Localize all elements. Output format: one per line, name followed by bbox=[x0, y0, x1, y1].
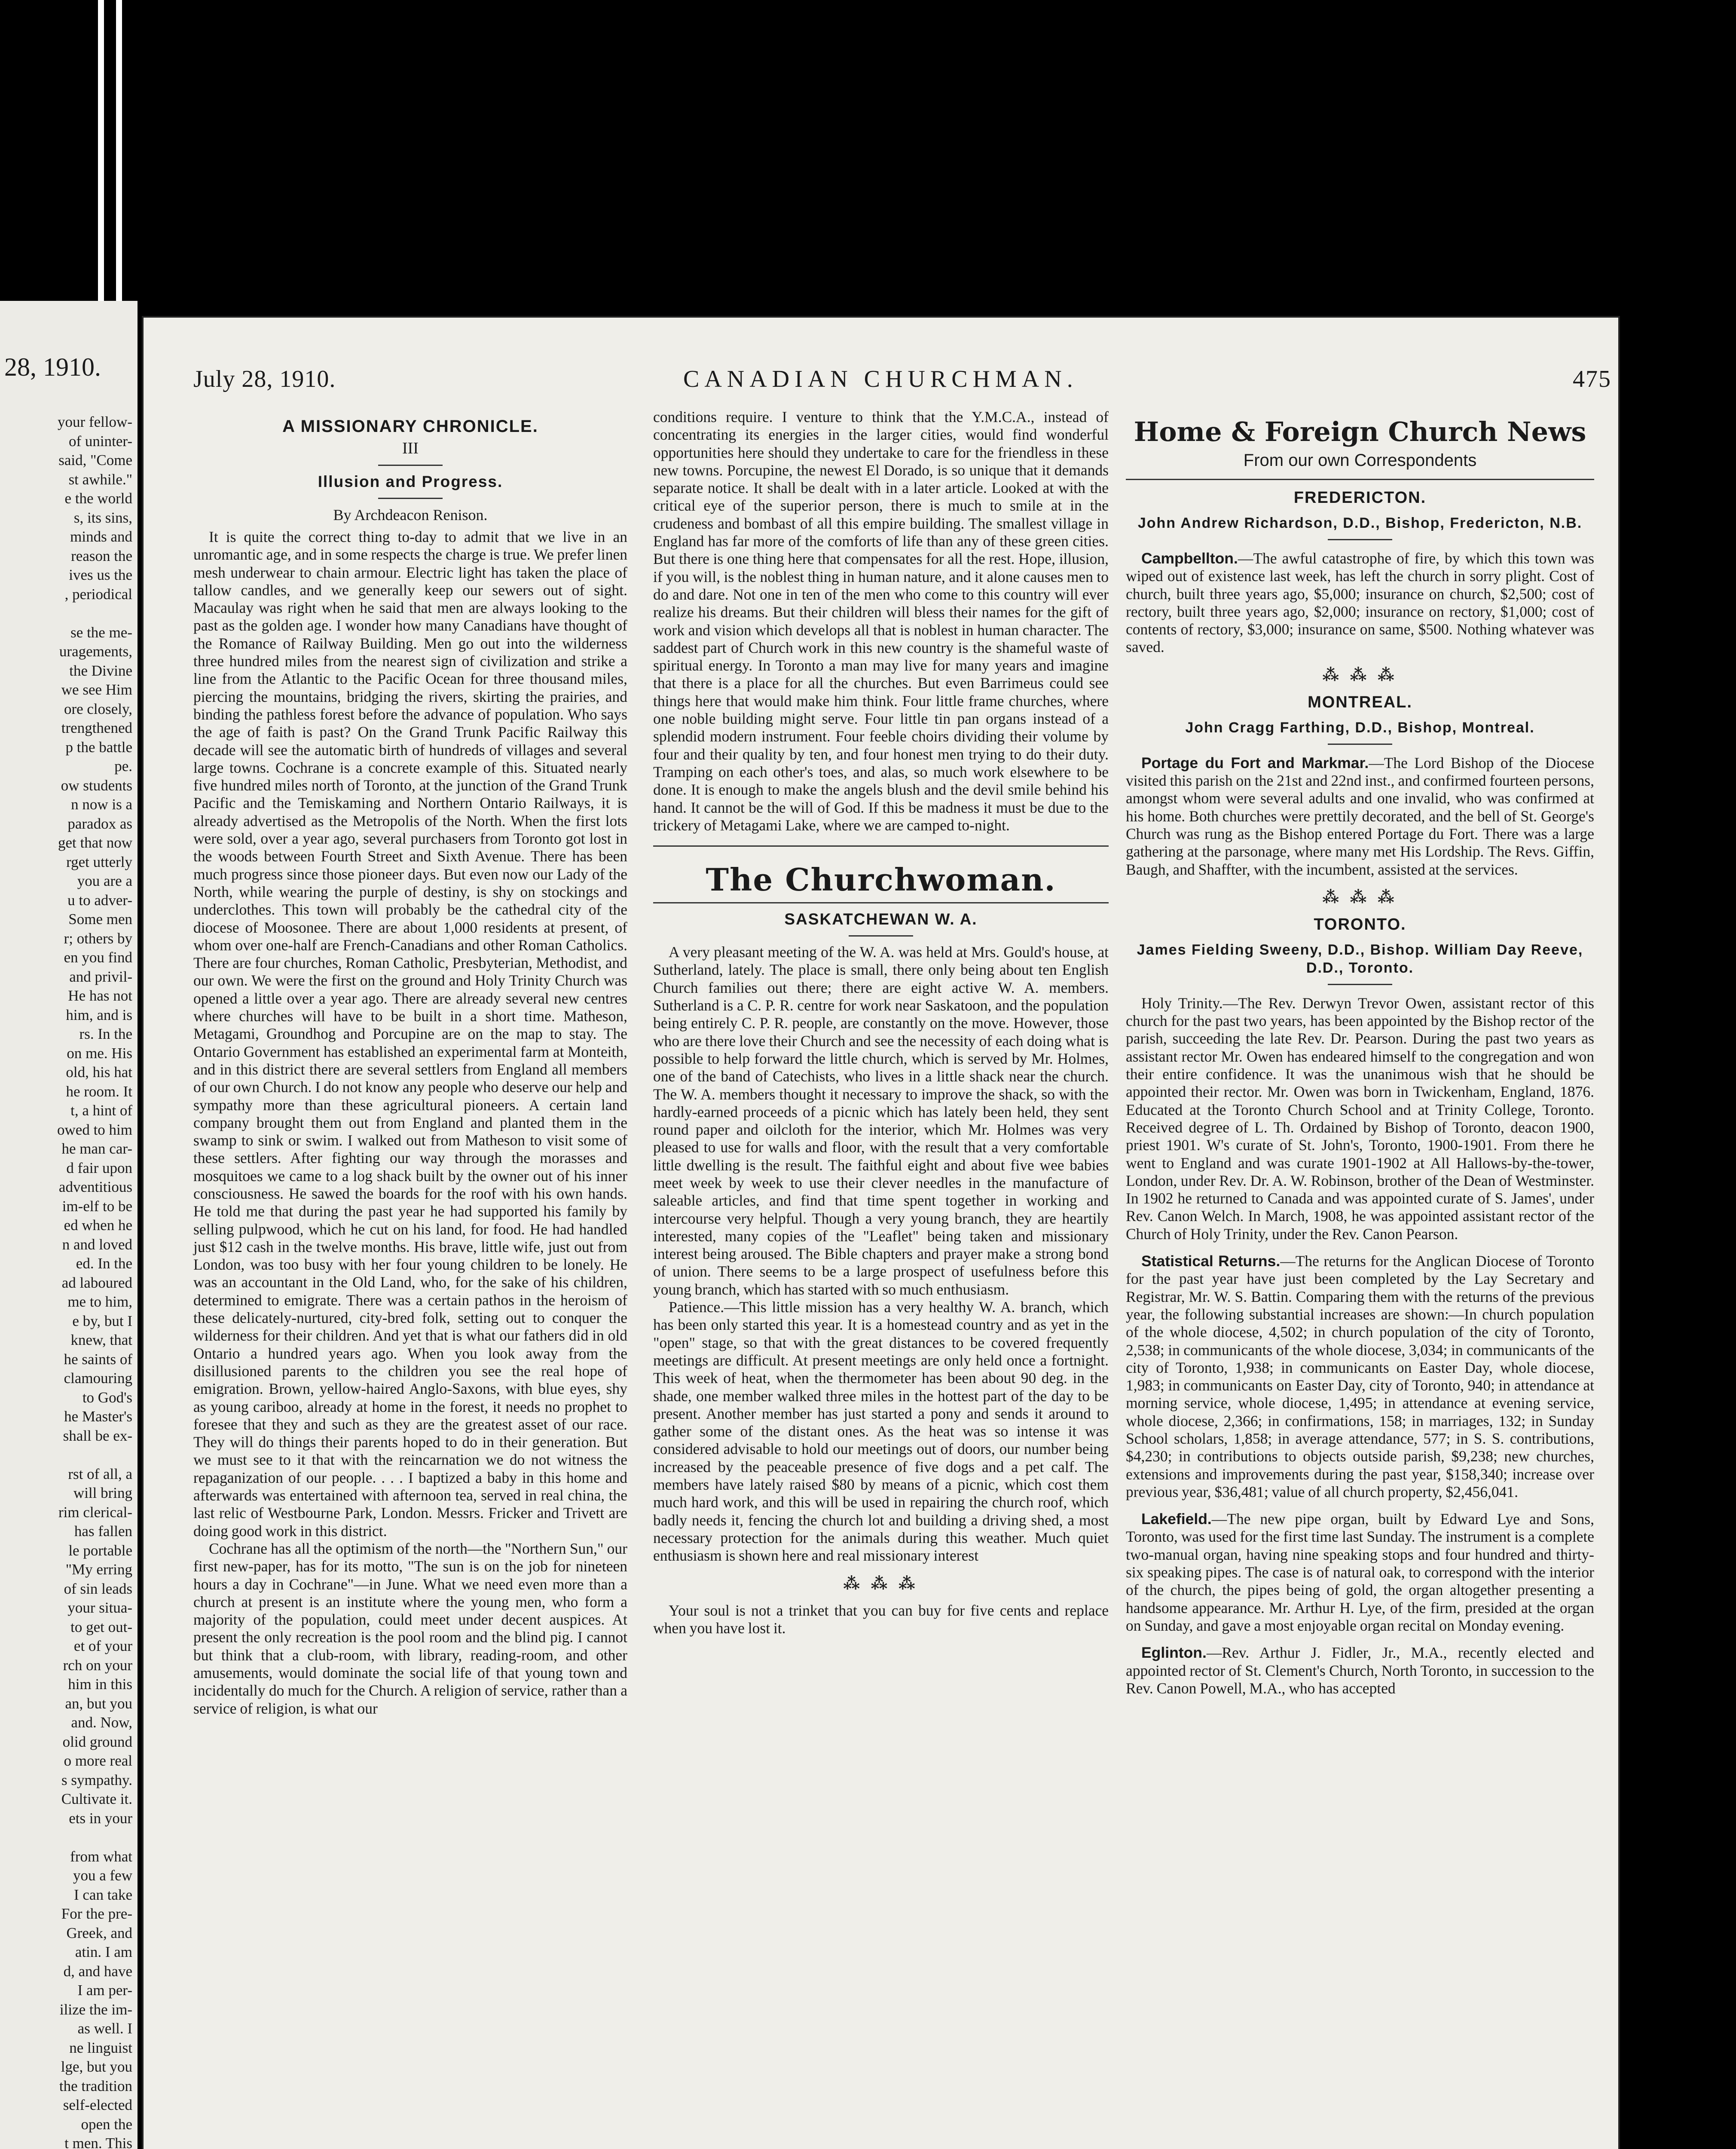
section-separator: ⁂ ⁂ ⁂ bbox=[1322, 666, 1398, 684]
column-church-news bbox=[1126, 408, 1594, 1697]
paragraph: A very pleasant meeting of the W. A. was held at Mrs. Gould's house, at Sutherland, lately. The place is small, there only being about ten English Church families out there; there are eight active W. A. members. Sutherland is a C. P. R. centre for work near Saskatoon, and the population being entirely C. P. R. people, are constantly on the move. However, those who are there love their Church and see the necessity of each doing what is possible to help forward the little church, which is served by Mr. Holmes, one of the band of Catechists, who lives in a little shack near the church. The W. A. members thought it necessary to improve the shack, so with the hardly-earned proceeds of a picnic which has lately been held, they sent round paper and oilcloth for the interior, which Mr. Holmes was very pleased to use for walls and floor, with the result that a very comfortable little dwelling is the result. The faithful eight and about five wee babies meet week by week to use their clever needles in the manufacture of saleable articles, and find that time spent together in working and intercourse very helpful. Though a very young branch, they are heartily interested, many copies of the "Leaflet" being taken and missionary interest being aroused. The Bible chapters and prayer make a strong bond of union. There seems to be a large prospect of usefulness before this young branch, which has started with so much enthusiasm. bbox=[653, 943, 1109, 1298]
previous-page-line: uragements, bbox=[59, 643, 132, 660]
diocese-heading-toronto: TORONTO. bbox=[1314, 915, 1406, 934]
bishop-name: James Fielding Sweeny, D.D., Bishop. William Day Reeve, D.D., Toronto. bbox=[1137, 941, 1583, 976]
previous-page-line: you are a bbox=[77, 872, 132, 889]
previous-page-line: ed when he bbox=[64, 1217, 132, 1234]
article-heading: A MISSIONARY CHRONICLE. bbox=[282, 417, 538, 436]
bishop-name: John Andrew Richardson, D.D., Bishop, Fredericton, N.B. bbox=[1137, 515, 1583, 531]
divider bbox=[378, 498, 443, 499]
paragraph: Your soul is not a trinket that you can buy for five cents and replace when you have lost it. bbox=[653, 1601, 1109, 1637]
divider bbox=[378, 465, 443, 466]
previous-page-line: he Master's bbox=[64, 1408, 132, 1425]
previous-page-line: self-elected bbox=[63, 2097, 132, 2113]
previous-page-line: rget utterly bbox=[66, 853, 132, 870]
previous-page-line: you a few bbox=[73, 1867, 132, 1884]
previous-page-line: d fair upon bbox=[66, 1159, 132, 1176]
publication-title: CANADIAN CHURCHMAN. bbox=[683, 366, 1078, 392]
divider bbox=[1328, 744, 1392, 745]
previous-page-line: I can take bbox=[73, 1886, 132, 1903]
previous-page-line: Greek, and bbox=[66, 1924, 132, 1941]
previous-page-line: n and loved bbox=[62, 1236, 132, 1253]
item-text: —The Lord Bishop of the Diocese visited this parish on the 21st and 22nd inst., and confirmed fourteen persons, amongst whom were several adults and one invalid, who was confirmed at his home. Both churches were prettily decorated, and the bell of St. George's Church was rung as the Bishop entered Portage du Fort. There was a large gathering at the parsonage, where many met His Lordship. The Revs. Giffin, Baugh, and Shaffter, with the incumbent, assisted at the services. bbox=[1126, 754, 1594, 878]
previous-page-line: r; others by bbox=[64, 930, 132, 947]
previous-page-line: n now is a bbox=[71, 796, 132, 813]
previous-page-line: he room. It bbox=[66, 1083, 132, 1100]
previous-page-line: lge, but you bbox=[61, 2058, 132, 2075]
section-separator: ⁂ ⁂ ⁂ bbox=[1322, 888, 1398, 906]
previous-page-line: knew, that bbox=[70, 1332, 132, 1348]
closing-note bbox=[653, 1602, 1109, 1638]
previous-page-line: en you find bbox=[64, 949, 132, 966]
previous-page-line bbox=[3, 1828, 132, 1847]
news-item bbox=[1126, 1510, 1594, 1635]
previous-page-line: minds and bbox=[70, 528, 132, 545]
bishop-name: John Cragg Farthing, D.D., Bishop, Montreal. bbox=[1185, 719, 1535, 736]
issue-date: July 28, 1910. bbox=[193, 366, 336, 392]
column-churchwoman bbox=[653, 408, 1109, 1637]
previous-page-line bbox=[3, 604, 132, 623]
previous-page-line: him in this bbox=[68, 1676, 132, 1693]
previous-page-line: an, but you bbox=[65, 1695, 132, 1712]
previous-page-line: trengthened bbox=[61, 719, 132, 736]
previous-page-line: rim clerical- bbox=[58, 1503, 132, 1521]
item-text: —The returns for the Anglican Diocese of Toronto for the past year have just been completed by the Lay Secretary and Registrar, Mr. W. S. Battin. Comparing them with the returns of the previous year, the following substantial increases are shown:—In church population of the whole diocese, 4,502; in church population of the city of Toronto, 2,538; in communicants of the whole diocese, 3,034; in communicants of the city of Toronto, 1,938; in communicants on Easter Day, whole diocese, 1,983; in communicants on Easter Day, city of Toronto, 940; in attendance at morning service, whole diocese, 1,495; in attendance at evening service, whole diocese, 2,366; in confirmations, 158; in marriages, 132; in Sunday School scholars, 1,858; in average attendance, 577; in S. S. contributions, $4,230; in contributions to objects outside parish, $9,238; new churches, extensions and improvements during the past year, $158,340; increase over previous year, $36,481; value of all church property, $2,456,041. bbox=[1126, 1252, 1594, 1500]
section-title: Home & Foreign Church News bbox=[1134, 416, 1586, 447]
previous-page-line: ne linguist bbox=[69, 2039, 132, 2056]
previous-page-line: e the world bbox=[64, 490, 132, 507]
column-missionary-chronicle bbox=[193, 408, 627, 1717]
previous-page-line: said, "Come bbox=[58, 452, 132, 468]
previous-page-line: rs. In the bbox=[79, 1026, 132, 1042]
previous-page-line: ow students bbox=[61, 777, 132, 794]
previous-page-line: as well. I bbox=[77, 2020, 132, 2037]
item-text: —The new pipe organ, built by Edward Lye and Sons, Toronto, was used for the first time last Sunday. The instrument is a complete two-manual organ, having nine speaking stops and four hundred and thirty-six speaking pipes. The case is of natural oak, to correspond with the interior of the church, the pipes being of gold, the organ altogether presenting a handsome appearance. Mr. Arthur H. Lye, of the firm, presided at the organ on Sunday, and gave a most enjoyable organ recital on Monday evening. bbox=[1126, 1510, 1594, 1634]
previous-page-line: t men. This bbox=[64, 2135, 132, 2149]
previous-page-line: se the me- bbox=[70, 624, 132, 641]
previous-page-line: , periodical bbox=[64, 585, 132, 603]
previous-page-line: atin. I am bbox=[75, 1944, 132, 1960]
news-item bbox=[1126, 995, 1594, 1243]
diocese-heading-montreal: MONTREAL. bbox=[1308, 693, 1412, 711]
previous-page-line: ore closely, bbox=[64, 700, 132, 717]
previous-page-line: from what bbox=[70, 1848, 132, 1865]
item-lead: Lakefield. bbox=[1141, 1510, 1212, 1528]
previous-page-line: d, and have bbox=[63, 1962, 132, 1980]
previous-page-line: and privil- bbox=[69, 968, 132, 985]
previous-page-line: ad laboured bbox=[61, 1274, 132, 1291]
previous-page-line: t, a hint of bbox=[70, 1102, 132, 1119]
previous-page-line: o more real bbox=[64, 1752, 132, 1769]
paragraph: Cochrane has all the optimism of the north—the "Northern Sun," our first new-paper, has for its motto, "The sun is on the job for nineteen hours a day in Cochrane"—in June. What we need even more than a church at present is an institute where the young men, who form a majority of the population, could meet under decent auspices. At present the only recreation is the pool room and the blind pig. I cannot but think that a club-room, with library, reading-room, and other amusements, would dominate the social life of that young town and incidentally do much for the Church. A religion of service, rather than a service of religion, is what our bbox=[193, 1540, 627, 1717]
paragraph: Patience.—This little mission has a very healthy W. A. branch, which has been only started this year. It is a homestead country and as yet in the "open" stage, so that with the great distances to be covered frequently meetings are difficult. At present meetings are only held once a fortnight. This week of heat, when the thermometer has been about 90 deg. in the shade, one member walked three miles in the hottest part of the day to be present. Another member has just started a pony and sends it around to gather some of the distant ones. As the heat was so intense it was considered advisable to hold our meetings out of doors, our number being increased by the peaceable presence of five dogs and a pet calf. The members have lately raised $80 by means of a picnic, which cost them much hard work, and this will be used in repairing the church roof, which badly needs it, fencing the church lot and building a driving shed, a most necessary protection for the animals during this weather. Much quiet enthusiasm is shown here and real missionary interest bbox=[653, 1298, 1109, 1564]
article-numeral: III bbox=[402, 439, 419, 457]
newspaper-page bbox=[142, 316, 1620, 2149]
previous-page-line: Cultivate it. bbox=[61, 1791, 132, 1807]
previous-page-line: pe. bbox=[114, 758, 132, 774]
divider bbox=[849, 935, 913, 937]
item-text: —Rev. Arthur J. Fidler, Jr., M.A., recently elected and appointed rector of St. Clement's Church, North Toronto, in succession to the Rev. Canon Powell, M.A., who has accepted bbox=[1126, 1644, 1594, 1697]
previous-page-line: For the pre- bbox=[61, 1905, 132, 1922]
previous-page-line: olid ground bbox=[62, 1733, 132, 1750]
section-title: The Churchwoman. bbox=[706, 861, 1056, 898]
article-continuation bbox=[653, 408, 1109, 834]
previous-page-edge bbox=[0, 301, 138, 2149]
previous-page-line: me to him, bbox=[67, 1293, 132, 1310]
previous-page-line: ets in your bbox=[69, 1809, 132, 1827]
previous-page-line: your situa- bbox=[67, 1599, 132, 1616]
divider bbox=[1328, 984, 1392, 985]
previous-page-line: Some men bbox=[68, 911, 132, 928]
previous-page-line: him, and is bbox=[66, 1006, 132, 1023]
previous-page-line: of sin leads bbox=[64, 1580, 132, 1597]
previous-page-line: the Divine bbox=[69, 662, 132, 679]
previous-page-line: rst of all, a bbox=[68, 1465, 132, 1482]
previous-page-line: im-elf to be bbox=[62, 1197, 132, 1215]
section-subheading: SASKATCHEWAN W. A. bbox=[784, 910, 978, 928]
paragraph: It is quite the correct thing to-day to admit that we live in an unromantic age, and in some respects the charge is true. We prefer linen mesh underwear to chain armour. Electric light has taken the place of tallow candles, and we generally keep our sewers out of sight. Macaulay was right when he said that men are always looking to the past as the golden age. I wonder how many Canadians have thought of the Romance of Railway Building. Men go out into the wilderness three hundred miles from the nearest sign of civilization and strike a line from the Atlantic to the Pacific Ocean for three thousand miles, piercing the mountains, bridging the rivers, skirting the prairies, and binding the pathless forest before the advance of population. Who says the age of faith is past? On the Grand Trunk Pacific Railway this decade will see the automatic birth of hundreds of villages and several large towns. Cochrane is a concrete example of this. Situated nearly five hundred miles north of Toronto, at the junction of the Grand Trunk Pacific and the Temiskaming and Northern Ontario Railways, it is already advertised as the Metropolis of the North. When the first lots were sold, over a year ago, several purchasers from Toronto got lost in the woods between Fourth Street and Sixth Avenue. There has been much progress since those pioneer days. But even now our Lady of the North, while wearing the purple of destiny, is shy on stockings and underclothes. This town will probably be the cathedral city of the diocese of Moosonee. There are about 1,000 residents at present, of whom over one-half are French-Canadians and other Roman Catholics. There are four churches, Roman Catholic, Presbyterian, Methodist, and our own. We were the first on the ground and Holy Trinity Church was opened a little over a year ago. There are already several new centres where churches will have to be built in a short time. Matheson, Metagami, Groundhog and Porcupine are on the map to stay. The Ontario Government has established an experimental farm at Monteith, and in this district there are several settlers from England all members of our own Church. I do not know any people who deserve our help and sympathy more than these agricultural pioneers. A certain land company brought them out from England and planted them in the swamp to sink or swim. I walked out from Matheson to visit some of these settlers. After fighting our way through the morasses and mosquitoes we came to a log shack built by the owner out of his inner consciousness. He sawed the boards for the roof with his own hands. He told me that during the past year he had supported his family by selling pulpwood, which he cut on his land, for food. He had handled just $12 cash in the twelve months. His brave, little wife, just out from London, was too busy with her four young children to be lonely. He was an accountant in the Old Land, who, for the sake of his children, determined to emigrate. There was a certain pathos in the heroism of these delicately-nurtured, city-bred folk, setting out to conquer the wilderness for their children. And yet that is what our fathers did in old Ontario a hundred years ago. When you look away from the disillusioned parents to the children you see the real hope of emigration. Brown, yellow-haired Anglo-Saxons, with blue eyes, shy as young cariboo, already at home in the forest, it needs no prophet to foresee that they and such as they are the greatest asset of our race. They will do things their parents hoped to do in their generation. But we must see to it that with the reincarnation we do not witness the repaganization of our people. . . . I baptized a baby in this home and afterwards was entertained with afternoon tea, served in real china, the last relic of Westbourne Park, London. Messrs. Fricker and Trivett are doing good work in this district. bbox=[193, 528, 627, 1540]
previous-page-line: get that now bbox=[58, 834, 132, 851]
previous-page-line: st awhile." bbox=[68, 471, 132, 488]
previous-page-line: your fellow- bbox=[58, 413, 132, 430]
previous-page-line: shall be ex- bbox=[63, 1427, 132, 1444]
news-item bbox=[1126, 550, 1594, 656]
divider bbox=[1328, 539, 1392, 540]
previous-page-line: e by, but I bbox=[72, 1312, 132, 1329]
previous-page-line: open the bbox=[81, 2115, 132, 2133]
previous-page-line: the tradition bbox=[59, 2077, 132, 2094]
previous-page-line: has fallen bbox=[74, 1523, 132, 1540]
previous-page-line: to God's bbox=[82, 1389, 132, 1406]
previous-page-line: paradox as bbox=[67, 815, 132, 832]
page-header bbox=[193, 365, 1611, 400]
previous-page-line: he man car- bbox=[61, 1140, 132, 1157]
section-separator: ⁂ ⁂ ⁂ bbox=[843, 1574, 919, 1593]
previous-page-line: and. Now, bbox=[71, 1714, 132, 1731]
article-subheading: Illusion and Progress. bbox=[318, 473, 503, 490]
item-lead: Statistical Returns. bbox=[1141, 1252, 1281, 1270]
previous-page-line: et of your bbox=[73, 1638, 132, 1654]
divider bbox=[1126, 479, 1594, 480]
news-item bbox=[1126, 754, 1594, 879]
previous-page-line: we see Him bbox=[61, 681, 132, 698]
divider bbox=[653, 902, 1109, 903]
section-subtitle: From our own Correspondents bbox=[1243, 451, 1477, 470]
previous-page-line: u to adver- bbox=[67, 891, 132, 909]
previous-page-line: "My erring bbox=[65, 1561, 132, 1578]
previous-page-line: ives us the bbox=[69, 566, 132, 583]
byline: By Archdeacon Renison. bbox=[333, 506, 488, 523]
previous-page-line: to get out- bbox=[70, 1618, 132, 1635]
previous-page-line: he saints of bbox=[64, 1350, 132, 1368]
item-lead: Eglinton. bbox=[1141, 1644, 1207, 1662]
previous-page-line: will bring bbox=[73, 1485, 132, 1501]
previous-page-line: old, his hat bbox=[66, 1064, 132, 1081]
item-lead: Campbellton. bbox=[1141, 550, 1238, 567]
previous-page-line: ilize the im- bbox=[59, 2001, 132, 2018]
previous-page-line: s, its sins, bbox=[73, 509, 132, 526]
previous-page-line: ed. In the bbox=[76, 1255, 132, 1272]
paragraph: conditions require. I venture to think that the Y.M.C.A., instead of concentrating its energies in the larger cities, would find wonderful opportunities here should they undertake to care for the friendless in these new towns. Porcupine, the newest El Dorado, is so unique that it demands separate notice. It shall be dealt with in a later article. Looked at with the critical eye of the superior person, there is much to smile at in the crudeness and bombast of all this empire building. The smallest village in England has far more of the comforts of life than any of these green cities. But there is one thing here that compensates for all the rest. Hope, illusion, if you will, is the noblest thing in human nature, and it alone causes men to do and dare. Not one in ten of the men who come to this country will ever realize his dreams. But their children will bless their names for the gift of work and vision which develops all that is noblest in human character. The saddest part of Church work in this new country is the shameful waste of spiritual energy. In Toronto a man may live for many years and imagine that there is a place for all the churches. But even Barrimeus could see things here that would make him think. Four little frame churches, where one noble building might serve. Four little tin pan organs instead of a splendid modern instrument. Four feeble choirs dividing their volume by four and their quality by ten, and four honest men trying to do their duty. Tramping on each other's toes, and alas, so much work elsewhere to be done. It is enough to make the angels blush and the devil smile behind his hand. It cannot be the will of God. If this be madness it must be due to the trickery of Metagami Lake, where we are camped to-night. bbox=[653, 408, 1109, 834]
news-item bbox=[1126, 1252, 1594, 1501]
previous-page-line: rch on your bbox=[63, 1656, 132, 1674]
previous-page-line bbox=[3, 1445, 132, 1465]
item-text: —The awful catastrophe of fire, by which this town was wiped out of existence last week, has left the church in sorry plight. Cost of church, built three years ago, $5,000; insurance on church, $2,500; cost of rectory, built three years ago, $2,000; insurance on rectory, $1,000; cost of contents of rectory, $3,000; insurance on same, $500. Nothing whatever was saved. bbox=[1126, 550, 1594, 656]
previous-page-line: on me. His bbox=[67, 1044, 132, 1062]
previous-page-line: le portable bbox=[68, 1542, 132, 1559]
previous-page-line: He has not bbox=[68, 987, 132, 1004]
previous-page-line: s sympathy. bbox=[61, 1771, 132, 1788]
article-body bbox=[193, 528, 627, 1717]
item-lead: Portage du Fort and Markmar. bbox=[1141, 754, 1369, 771]
previous-page-line: of uninter- bbox=[69, 432, 132, 450]
diocese-heading-fredericton: FREDERICTON. bbox=[1293, 489, 1427, 507]
section-body bbox=[653, 943, 1109, 1564]
news-item bbox=[1126, 1644, 1594, 1697]
previous-page-line: clamouring bbox=[64, 1370, 132, 1387]
previous-page-line: adventitious bbox=[58, 1179, 132, 1195]
previous-page-line: p the battle bbox=[65, 738, 132, 756]
previous-page-line: I am per- bbox=[77, 1982, 132, 1999]
item-text: Holy Trinity.—The Rev. Derwyn Trevor Owen, assistant rector of this church for the past two years, has been appointed by the Bishop rector of the parish, succeeding the late Rev. Dr. Pearson. During the past two years as assistant rector Mr. Owen has endeared himself to the congregation and won their entire confidence. It was the unanimous wish that he should be appointed their rector. Mr. Owen was born in Twickenham, England, 1876. Educated at the Toronto Church School and at Trinity College, Toronto. Received degree of L. Th. Ordained by Bishop of Toronto, deacon 1900, priest 1901. W's curate of St. John's, Toronto, 1900-1901. From there he went to England and was curate 1901-1902 at All Hallows-by-the-tower, London, under Rev. Dr. A. W. Robinson, brother of the Dean of Westminster. In 1902 he returned to Canada and was appointed curate of S. James', under Rev. Canon Welch. In March, 1908, he was appointed assistant rector of the Church of Holy Trinity, under the Rev. Canon Pearson. bbox=[1126, 994, 1594, 1243]
previous-page-column bbox=[3, 413, 132, 2149]
previous-page-line: owed to him bbox=[57, 1121, 132, 1138]
page-number: 475 bbox=[1573, 366, 1611, 392]
divider bbox=[653, 845, 1109, 847]
previous-page-line: reason the bbox=[71, 547, 132, 564]
previous-page-date: 28, 1910. bbox=[4, 353, 101, 381]
